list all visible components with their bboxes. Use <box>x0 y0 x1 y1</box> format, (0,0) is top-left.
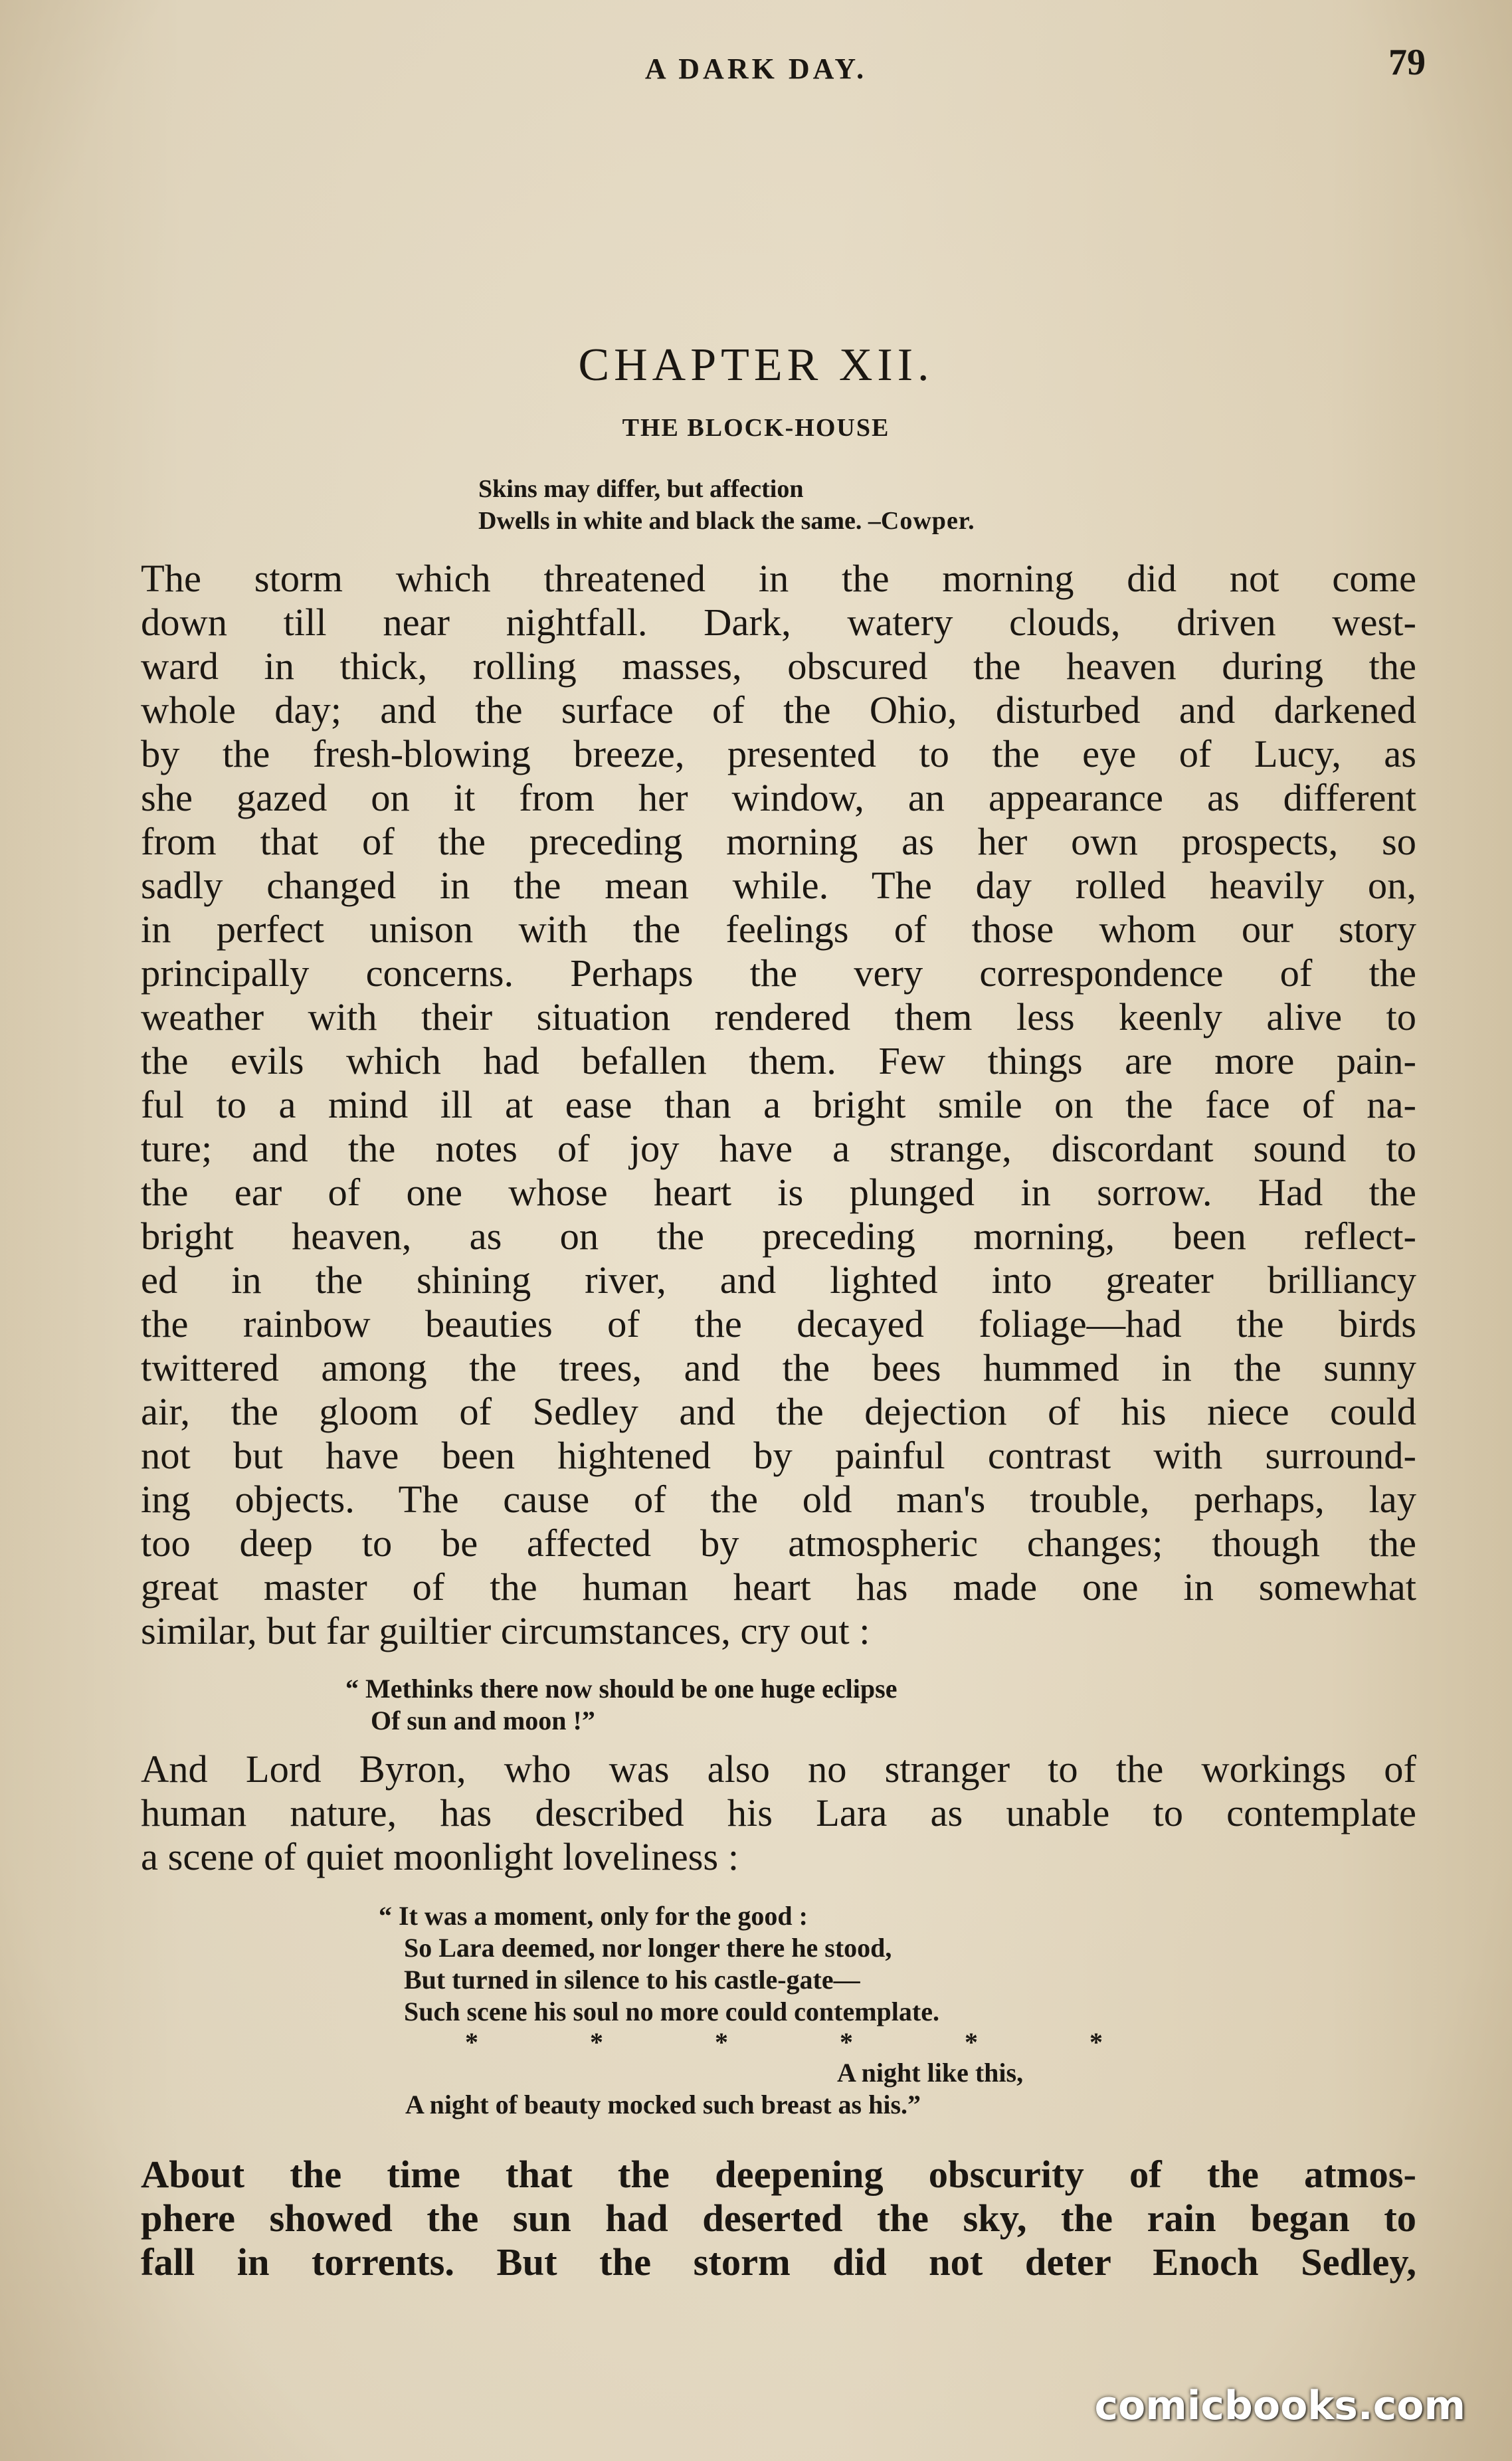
star-mark: * <box>590 2027 603 2057</box>
body-line: About the time that the deepening obscurity of the atmos- <box>141 2153 1416 2196</box>
body-line: by the fresh-blowing breeze, presented to the eye of Lucy, as <box>141 732 1416 775</box>
body-line: principally concerns. Perhaps the very correspondence of the <box>141 951 1416 995</box>
body-line: air, the gloom of Sedley and the dejection of his niece could <box>141 1390 1416 1433</box>
running-head: A DARK DAY. <box>644 52 868 85</box>
body-line: from that of the preceding morning as her own prospects, so <box>141 820 1416 863</box>
star-mark: * <box>965 2027 978 2057</box>
star-mark: * <box>1089 2027 1103 2057</box>
body-line: The storm which threatened in the morning did not come <box>141 557 1416 600</box>
body-line: not but have been hightened by painful contrast with surround- <box>141 1434 1416 1477</box>
quote-line: “ Methinks there now should be one huge eclipse <box>345 1674 898 1704</box>
body-line: human nature, has described his Lara as unable to contemplate <box>141 1791 1416 1834</box>
chapter-subtitle: THE BLOCK-HOUSE <box>622 414 890 442</box>
body-line: ful to a mind ill at ease than a bright smile on the face of na- <box>141 1083 1416 1126</box>
body-line: she gazed on it from her window, an appearance as different <box>141 776 1416 819</box>
epigraph-line-text: Dwells in white and black the same. – <box>478 507 881 535</box>
quote-line: Such scene his soul no more could contemplate. <box>404 1997 939 2026</box>
body-line: the ear of one whose heart is plunged in sorrow. Had the <box>141 1171 1416 1214</box>
body-line: ward in thick, rolling masses, obscured the heaven during the <box>141 644 1416 688</box>
block-quote-1 <box>345 1673 897 1737</box>
block-quote-3 <box>405 2057 1023 2121</box>
body-line: weather with their situation rendered them less keenly alive to <box>141 995 1416 1038</box>
body-line: twittered among the trees, and the bees hummed in the sunny <box>141 1346 1416 1389</box>
epigraph <box>478 473 1382 537</box>
body-line: whole day; and the surface of the Ohio, disturbed and darkened <box>141 688 1416 732</box>
chapter-title: CHAPTER XII. <box>578 340 934 391</box>
quote-line: A night of beauty mocked such breast as his.” <box>405 2090 921 2119</box>
epigraph-line <box>478 505 1382 537</box>
body-line: ture; and the notes of joy have a strange, discordant sound to <box>141 1127 1416 1170</box>
body-line: similar, but far guiltier circumstances, cry out : <box>141 1609 870 1652</box>
star-mark: * <box>715 2027 728 2057</box>
body-line: ed in the shining river, and lighted into greater brilliancy <box>141 1258 1416 1302</box>
body-line: the rainbow beauties of the decayed foliage—had the birds <box>141 1302 1416 1345</box>
section-stars <box>465 2026 1103 2058</box>
quote-line: Of sun and moon !” <box>371 1706 595 1735</box>
epigraph-attribution: Cowper. <box>880 507 975 535</box>
epigraph-line: Skins may differ, but affection <box>478 475 804 503</box>
site-watermark: comicbooks.com <box>1094 2383 1465 2429</box>
star-mark: * <box>465 2027 478 2057</box>
body-line: phere showed the sun had deserted the sky, the rain began to <box>141 2197 1416 2240</box>
block-quote-2 <box>379 1900 939 2028</box>
page-number: 79 <box>1388 42 1426 83</box>
quote-line: “ It was a moment, only for the good : <box>379 1901 808 1931</box>
body-line: in perfect unison with the feelings of those whom our story <box>141 908 1416 951</box>
body-line: great master of the human heart has made one in somewhat <box>141 1565 1416 1609</box>
body-line: fall in torrents. But the storm did not deter Enoch Sedley, <box>141 2240 1416 2284</box>
body-line: ing objects. The cause of the old man's trouble, perhaps, lay <box>141 1478 1416 1521</box>
body-line: a scene of quiet moonlight loveliness : <box>141 1835 739 1878</box>
body-line: down till near nightfall. Dark, watery clouds, driven west- <box>141 601 1416 644</box>
star-mark: * <box>840 2027 853 2057</box>
body-line: too deep to be affected by atmospheric changes; though the <box>141 1522 1416 1565</box>
quote-line: A night like this, <box>837 2058 1024 2088</box>
body-line: bright heaven, as on the preceding morning, been reflect- <box>141 1215 1416 1258</box>
body-line: sadly changed in the mean while. The day rolled heavily on, <box>141 864 1416 907</box>
body-line: And Lord Byron, who was also no stranger to the workings of <box>141 1747 1416 1791</box>
quote-line: But turned in silence to his castle-gate— <box>404 1965 860 1995</box>
body-line: the evils which had befallen them. Few things are more pain- <box>141 1039 1416 1082</box>
quote-line: So Lara deemed, nor longer there he stood, <box>404 1933 892 1963</box>
